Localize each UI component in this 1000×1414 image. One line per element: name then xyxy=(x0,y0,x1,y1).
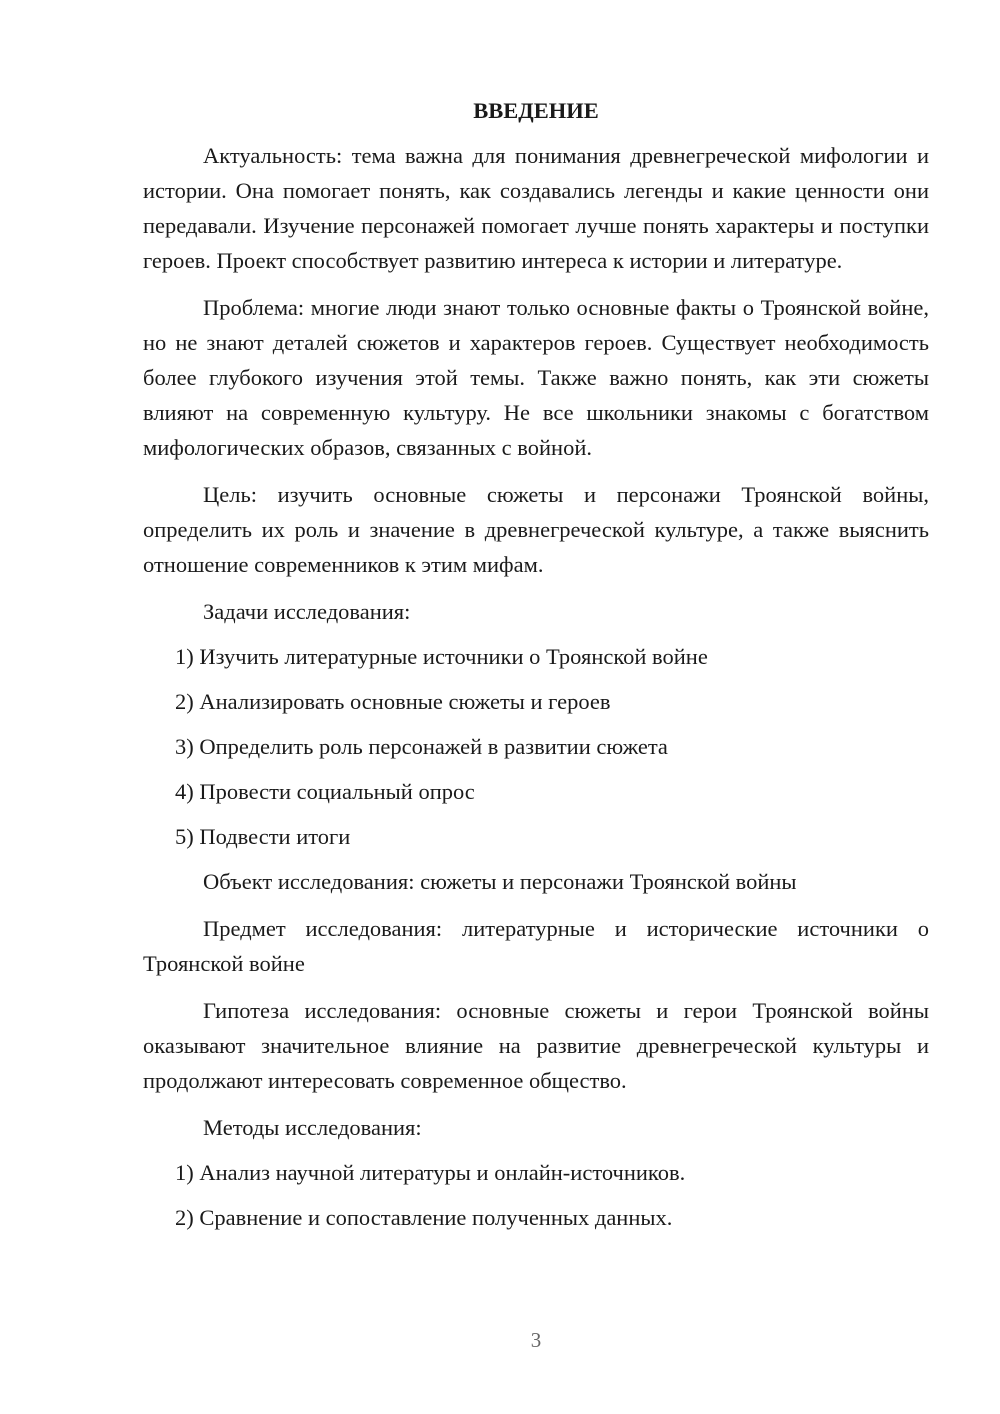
method-item-1: 1) Анализ научной литературы и онлайн-источников. xyxy=(175,1160,686,1185)
page-title: ВВЕДЕНИЕ xyxy=(473,98,599,123)
goal-paragraph: Цель: изучить основные сюжеты и персонажи Троянской войны, определить их роль и значение в древнегреческой культуре, а также выяснить отношение современников к этим мифам. xyxy=(143,482,929,577)
task-item-3: 3) Определить роль персонажей в развитии сюжета xyxy=(175,734,668,759)
method-item-2: 2) Сравнение и сопоставление полученных данных. xyxy=(175,1205,673,1230)
task-item-1: 1) Изучить литературные источники о Троянской войне xyxy=(175,644,708,669)
methods-list xyxy=(143,1155,929,1235)
object-paragraph: Объект исследования: сюжеты и персонажи Троянской войны xyxy=(203,869,797,894)
hypothesis-paragraph: Гипотеза исследования: основные сюжеты и герои Троянской войны оказывают значительное влияние на развитие древнегреческой культуры и продолжают интересовать современное общество. xyxy=(143,998,929,1093)
relevance-paragraph: Актуальность: тема важна для понимания древнегреческой мифологии и истории. Она помогает понять, как создавались легенды и какие ценности они передавали. Изучение персонажей помогает лучше понять характеры и поступки героев. Проект способствует развитию интереса к истории и литературе. xyxy=(143,143,929,273)
page-number: 3 xyxy=(530,1328,542,1352)
task-item-5: 5) Подвести итоги xyxy=(175,824,351,849)
page-content xyxy=(143,96,929,1245)
tasks-list xyxy=(143,639,929,854)
tasks-label: Задачи исследования: xyxy=(203,599,411,624)
task-item-2: 2) Анализировать основные сюжеты и героев xyxy=(175,689,611,714)
methods-label: Методы исследования: xyxy=(203,1115,422,1140)
subject-paragraph: Предмет исследования: литературные и исторические источники о Троянской войне xyxy=(143,916,929,976)
task-item-4: 4) Провести социальный опрос xyxy=(175,779,475,804)
problem-paragraph: Проблема: многие люди знают только основные факты о Троянской войне, но не знают деталей сюжетов и характеров героев. Существует необходимость более глубокого изучения этой темы. Также важно понять, как эти сюжеты влияют на современную культуру. Не все школьники знакомы с богатством мифологических образов, связанных с войной. xyxy=(143,295,929,460)
